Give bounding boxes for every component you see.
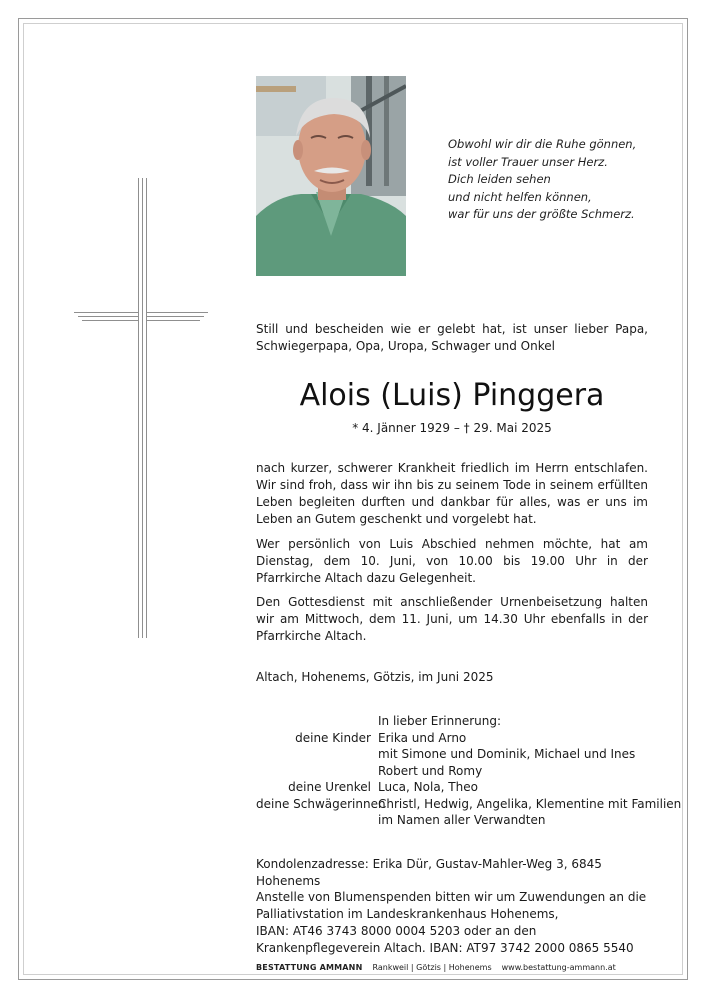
footer [256,963,616,973]
family-names: In lieber Erinnerung: [378,714,502,728]
family-names: Luca, Nola, Theo [378,780,478,794]
family-relation: deine Kinder [295,730,371,745]
portrait-photo [256,76,406,276]
poem-line: Dich leiden sehen [448,172,551,186]
family-names: im Namen aller Verwandten [378,813,546,827]
donation-line: IBAN: AT46 3743 8000 0004 5203 oder an den [256,924,537,938]
family-relation [256,812,378,829]
family-row [256,796,682,813]
family-relation [256,713,378,730]
paragraph-passing: nach kurzer, schwerer Krankheit friedlich im Herrn entschlafen. Wir sind froh, dass wir ihn bis zu seinem Tode in seinem erfüllten Leben begleiten durften und dankbar für alles, was er uns im Leben an Gutem geschenkt und vorgelebt hat. [256,461,648,526]
family-row [256,730,676,747]
family-relation [256,763,378,780]
poem-line: war für uns der größte Schmerz. [448,207,635,221]
footer-brand: BESTATTUNG AMMANN [256,963,363,972]
family-relation: deine Schwägerinnen [256,796,386,811]
family-names: Erika und Arno [378,730,467,745]
condolence-address: Kondolenzadresse: Erika Dür, Gustav-Mahler-Weg 3, 6845 Hohenems [256,857,602,888]
donation-line: Krankenpflegeverein Altach. IBAN: AT97 3742 2000 0865 5540 [256,941,634,955]
family-list [256,713,682,829]
family-row [256,779,676,796]
place-date: Altach, Hohenems, Götzis, im Juni 2025 [256,670,494,684]
deceased-name: Alois (Luis) Pinggera [299,378,605,413]
paragraph-farewell: Wer persönlich von Luis Abschied nehmen möchte, hat am Dienstag, dem 10. Juni, von 10.00 bis 19.00 Uhr in der Pfarrkirche Altach dazu Gelegenheit. [256,537,648,585]
intro-text: Still und bescheiden wie er gelebt hat, ist unser lieber Papa, Schwiegerpapa, Opa, Uropa, Schwager und Onkel [256,322,648,353]
family-row [256,746,676,763]
footer-website[interactable]: www.bestattung-ammann.at [501,963,616,972]
poem-line: und nicht helfen können, [448,189,592,204]
footer-locations: Rankweil | Götzis | Hohenems [372,963,492,972]
family-names: mit Simone und Dominik, Michael und Ines [378,747,636,761]
family-row [256,713,676,730]
family-relation: deine Urenkel [288,780,371,794]
family-relation [256,746,378,763]
poem [448,136,636,224]
family-row [256,812,676,829]
donation-line: Anstelle von Blumenspenden bitten wir um Zuwendungen an die [256,890,647,904]
poem-line: Obwohl wir dir die Ruhe gönnen, [448,137,637,151]
poem-line: ist voller Trauer unser Herz. [448,154,608,169]
family-row [256,763,676,780]
family-names: Robert und Romy [378,763,483,778]
paragraph-service: Den Gottesdienst mit anschließender Urnenbeisetzung halten wir am Mittwoch, dem 11. Juni, um 14.30 Uhr ebenfalls in der Pfarrkirche Altach. [256,595,648,643]
donation-note [256,889,648,957]
donation-line: Palliativstation im Landeskrankenhaus Hohenems, [256,907,559,921]
life-dates: * 4. Jänner 1929 – † 29. Mai 2025 [352,421,552,435]
family-names: Christl, Hedwig, Angelika, Klementine mit Familien [378,796,682,811]
